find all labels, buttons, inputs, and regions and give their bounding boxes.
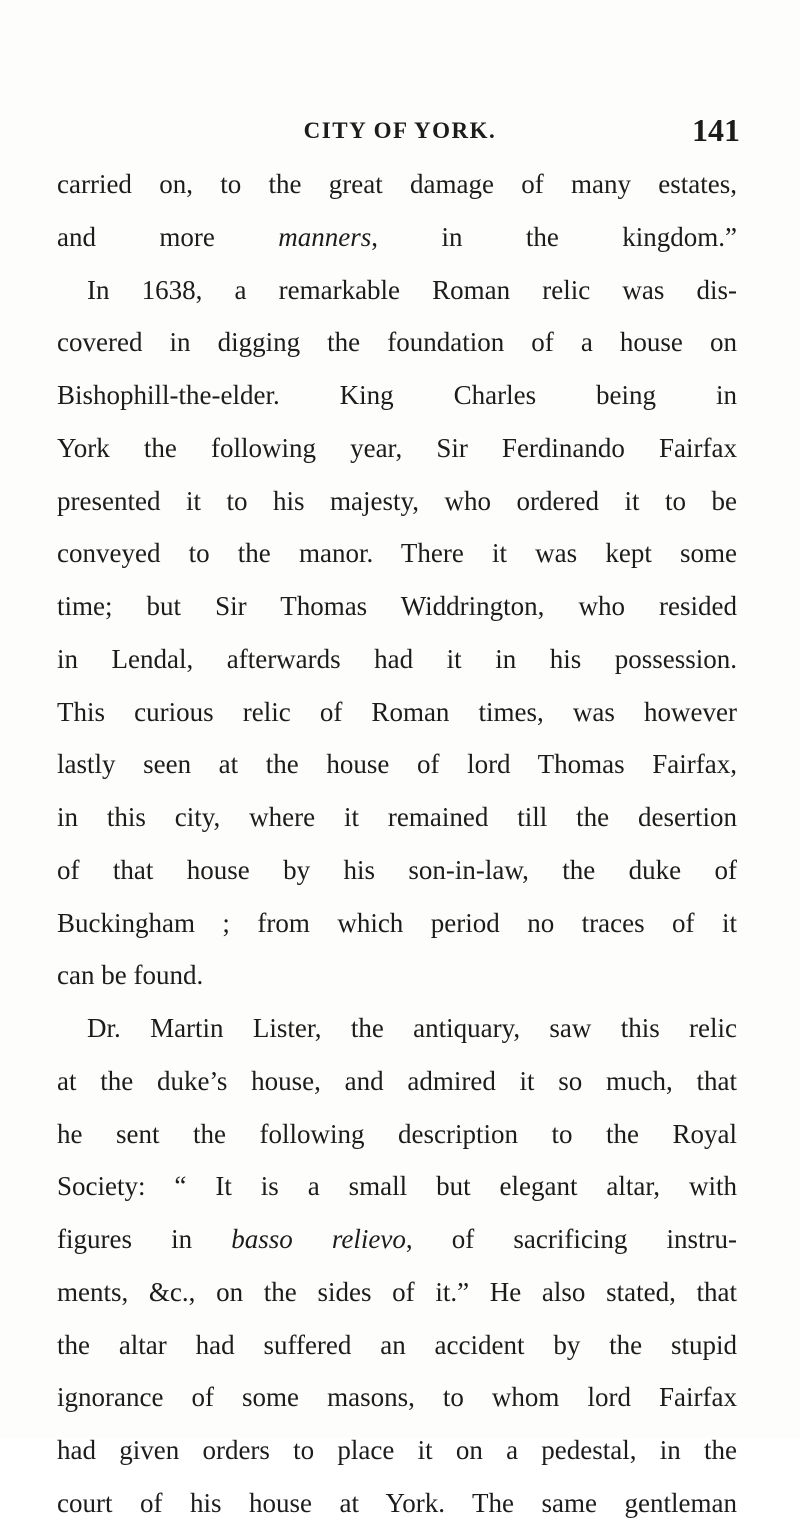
- text-line: York the following year, Sir Ferdinando Fairfax: [57, 432, 737, 463]
- text-line: covered in digging the foundation of a house on: [57, 327, 737, 358]
- text-line: figures in basso relievo, of sacrificing instru-: [57, 1224, 737, 1254]
- text-line: time; but Sir Thomas Widdrington, who resided: [57, 591, 737, 621]
- italic-text: basso relievo: [231, 1224, 406, 1254]
- text-line: had given orders to place it on a pedestal, in the: [57, 1435, 737, 1465]
- text-line: Buckingham ; from which period no traces of it: [57, 907, 737, 938]
- text-line: ignorance of some masons, to whom lord Fairfax: [57, 1382, 737, 1413]
- text-line: lastly seen at the house of lord Thomas Fairfax,: [57, 749, 737, 780]
- italic-text: manners: [278, 221, 372, 252]
- text-line: Dr. Martin Lister, the antiquary, saw this relic: [87, 1013, 737, 1043]
- page-number: 141: [692, 112, 740, 148]
- text-line: carried on, to the great damage of many estates,: [57, 169, 737, 199]
- text-line: ments, &c., on the sides of it.” He also stated, that: [57, 1276, 737, 1307]
- running-title: CITY OF YORK.: [303, 118, 497, 143]
- text-line: he sent the following description to the Royal: [57, 1118, 737, 1149]
- text-line: Bishophill-the-elder. King Charles being in: [57, 380, 737, 410]
- text-line: court of his house at York. The same gentleman: [57, 1487, 737, 1518]
- running-head: [60, 112, 740, 152]
- text-line: This curious relic of Roman times, was however: [57, 696, 737, 727]
- text-line: in Lendal, afterwards had it in his possession.: [57, 643, 737, 674]
- text-line: and more manners, in the kingdom.”: [57, 221, 737, 252]
- body-text: [57, 158, 737, 1530]
- text-line: presented it to his majesty, who ordered it to be: [57, 485, 737, 516]
- text-line: in this city, where it remained till the desertion: [57, 802, 737, 832]
- text-line: of that house by his son-in-law, the duke of: [57, 854, 737, 885]
- text-line: can be found.: [57, 960, 204, 991]
- text-line: Society: “ It is a small but elegant altar, with: [57, 1171, 737, 1202]
- text-line: conveyed to the manor. There it was kept some: [57, 538, 737, 569]
- text-line: In 1638, a remarkable Roman relic was dis-: [87, 274, 737, 305]
- text-line: the altar had suffered an accident by the stupid: [57, 1329, 737, 1360]
- text-line: at the duke’s house, and admired it so much, that: [57, 1065, 737, 1096]
